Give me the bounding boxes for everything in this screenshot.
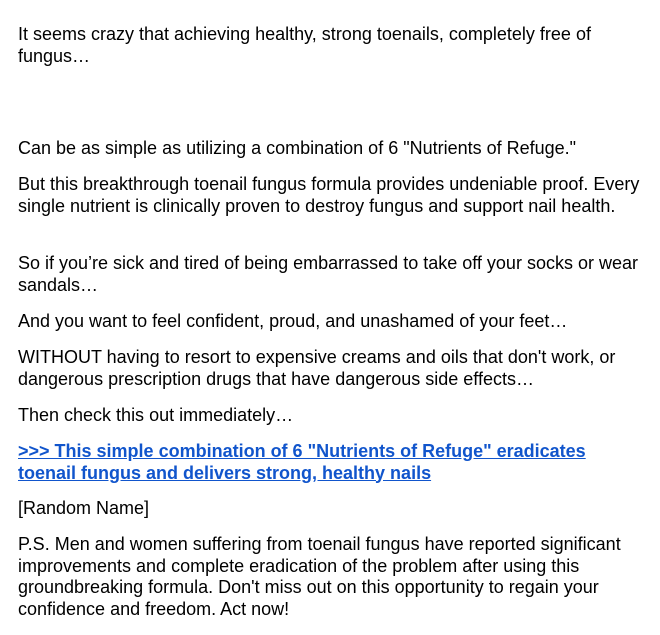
- proof-paragraph: But this breakthrough toenail fungus formula provides undeniable proof. Every single nutrient is clinically proven to destroy fungus and support nail health.: [18, 174, 640, 216]
- sick-paragraph: So if you’re sick and tired of being embarrassed to take off your socks or wear sandals…: [18, 253, 638, 295]
- confident-paragraph: And you want to feel confident, proud, and unashamed of your feet…: [18, 311, 568, 331]
- cta-paragraph: [18, 441, 648, 484]
- signature-paragraph: [Random Name]: [18, 498, 150, 518]
- without-paragraph: WITHOUT having to resort to expensive creams and oils that don't work, or dangerous prescription drugs that have dangerous side effects…: [18, 347, 616, 389]
- check-paragraph: Then check this out immediately…: [18, 405, 294, 425]
- intro-paragraph: It seems crazy that achieving healthy, strong toenails, completely free of fungus…: [18, 24, 591, 66]
- cta-link[interactable]: >>> This simple combination of 6 "Nutrients of Refuge" eradicates toenail fungus and delivers strong, healthy nails: [18, 441, 586, 483]
- simple-paragraph: Can be as simple as utilizing a combination of 6 "Nutrients of Refuge.": [18, 138, 577, 158]
- ps-paragraph: P.S. Men and women suffering from toenail fungus have reported significant improvements and complete eradication of the problem after using this groundbreaking formula. Don't miss out on this opportunity to regain your confidence and freedom. Act now!: [18, 534, 621, 619]
